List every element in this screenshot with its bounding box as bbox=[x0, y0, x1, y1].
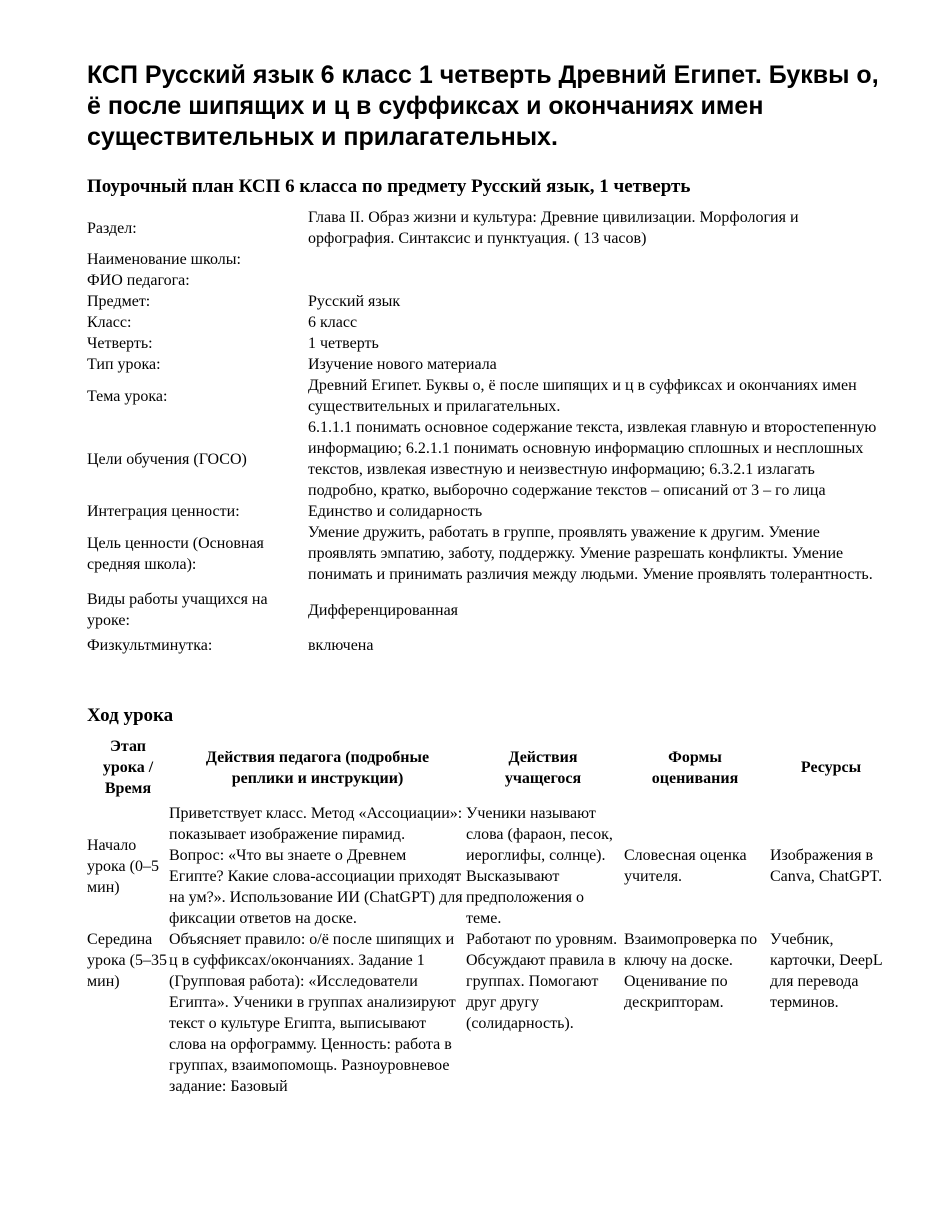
table-row bbox=[87, 803, 892, 929]
meta-key: Раздел: bbox=[87, 219, 137, 237]
meta-row bbox=[87, 249, 877, 270]
meta-row bbox=[87, 291, 877, 312]
lesson-table bbox=[87, 736, 892, 1097]
cell-teacher: Объясняет правило: о/ё после шипящих и ц в суффиксах/окончаниях. Задание 1 (Групповая работа): «Исследователи Египта». Ученики в группах анализируют текст о культуре Египта, выписывают слова на орфограмму. Ценность: работа в группах, взаимопомощь. Разноуровневое задание: Базовый bbox=[169, 931, 456, 1095]
document-title: КСП Русский язык 6 класс 1 четверть Древний Египет. Буквы о, ё после шипящих и ц в суффиксах и окончаниях имен существительных и прилагательных. bbox=[87, 61, 879, 151]
cell-assessment: Словесная оценка учителя. bbox=[624, 847, 747, 885]
meta-row bbox=[87, 585, 877, 635]
plan-subtitle: Поурочный план КСП 6 класса по предмету Русский язык, 1 четверть bbox=[87, 176, 691, 197]
cell-assessment: Взаимопроверка по ключу на доске. Оценивание по дескрипторам. bbox=[624, 931, 758, 1011]
meta-value: включена bbox=[308, 637, 374, 654]
lesson-header-row bbox=[87, 736, 892, 803]
cell-stage: Начало урока (0–5 мин) bbox=[87, 836, 159, 896]
meta-key: Цели обучения (ГОСО) bbox=[87, 450, 247, 468]
meta-key: Физкультминутка: bbox=[87, 637, 213, 654]
meta-value bbox=[308, 249, 877, 270]
meta-row bbox=[87, 333, 877, 354]
meta-value: Древний Египет. Буквы о, ё после шипящих и ц в суффиксах и окончаниях имен существительных и прилагательных. bbox=[308, 377, 857, 415]
meta-value: Умение дружить, работать в группе, проявлять уважение к другим. Умение проявлять эмпатию, заботу, поддержку. Умение разрешать конфликты. Умение понимать и принимать различия между людьми. Умение проявлять толерантность. bbox=[308, 524, 873, 583]
meta-key: Класс: bbox=[87, 314, 132, 331]
meta-value: 1 четверть bbox=[308, 335, 379, 352]
meta-value: Единство и солидарность bbox=[308, 503, 483, 520]
header-stage: Этап урока / Время bbox=[102, 738, 154, 797]
cell-student: Работают по уровням. Обсуждают правила в группах. Помогают друг другу (солидарность). bbox=[466, 931, 618, 1032]
meta-value: Дифференцированная bbox=[308, 601, 459, 619]
meta-row bbox=[87, 635, 877, 656]
meta-value: Изучение нового материала bbox=[308, 356, 497, 373]
meta-row bbox=[87, 522, 877, 585]
meta-key: Тема урока: bbox=[87, 387, 168, 405]
meta-value bbox=[308, 270, 877, 291]
meta-key: Интеграция ценности: bbox=[87, 503, 240, 520]
meta-row bbox=[87, 312, 877, 333]
meta-key: Цель ценности (Основная средняя школа): bbox=[87, 534, 264, 573]
meta-row bbox=[87, 375, 877, 417]
meta-row bbox=[87, 417, 877, 501]
cell-resources: Изображения в Canva, ChatGPT. bbox=[770, 847, 883, 885]
meta-key: Тип урока: bbox=[87, 356, 161, 373]
meta-row bbox=[87, 501, 877, 522]
meta-table bbox=[87, 207, 877, 656]
cell-stage: Середина урока (5–35 мин) bbox=[87, 931, 167, 990]
cell-teacher: Приветствует класс. Метод «Ассоциации»: показывает изображение пирамид. Вопрос: «Что вы знаете о Древнем Египте? Какие слова-ассоциации приходят на ум?». Использование ИИ (ChatGPT) для фиксации ответов на доске. bbox=[169, 805, 463, 927]
lesson-progress-heading: Ход урока bbox=[87, 705, 174, 726]
meta-row bbox=[87, 207, 877, 249]
meta-value: Глава II. Образ жизни и культура: Древние цивилизации. Морфология и орфография. Синтаксис и пунктуация. ( 13 часов) bbox=[308, 209, 799, 247]
cell-student: Ученики называют слова (фараон, песок, иероглифы, солнце). Высказывают предположения о теме. bbox=[466, 805, 613, 927]
table-row bbox=[87, 929, 892, 1097]
meta-key: Наименование школы: bbox=[87, 251, 241, 268]
meta-key: Предмет: bbox=[87, 293, 151, 310]
meta-value: Русский язык bbox=[308, 293, 401, 310]
header-student: Действия учащегося bbox=[504, 748, 582, 787]
meta-row bbox=[87, 270, 877, 291]
cell-resources: Учебник, карточки, DeepL для перевода терминов. bbox=[770, 931, 883, 1011]
meta-value: 6 класс bbox=[308, 314, 358, 331]
meta-key: ФИО педагога: bbox=[87, 272, 190, 289]
header-assessment: Формы оценивания bbox=[651, 748, 739, 787]
meta-key: Четверть: bbox=[87, 335, 153, 352]
header-teacher: Действия педагога (подробные реплики и инструкции) bbox=[205, 748, 430, 787]
header-resources: Ресурсы bbox=[800, 759, 862, 776]
document-page bbox=[87, 0, 895, 1095]
meta-value: 6.1.1.1 понимать основное содержание текста, извлекая главную и второстепенную информацию; 6.2.1.1 понимать основную информацию сплошных и несплошных текстов, извлекая известную и неизвестную информацию; 6.3.2.1 излагать подробно, кратко, выборочно содержание текстов – описаний от 3 – го лица bbox=[308, 419, 877, 499]
meta-key: Виды работы учащихся на уроке: bbox=[87, 591, 268, 629]
meta-row bbox=[87, 354, 877, 375]
